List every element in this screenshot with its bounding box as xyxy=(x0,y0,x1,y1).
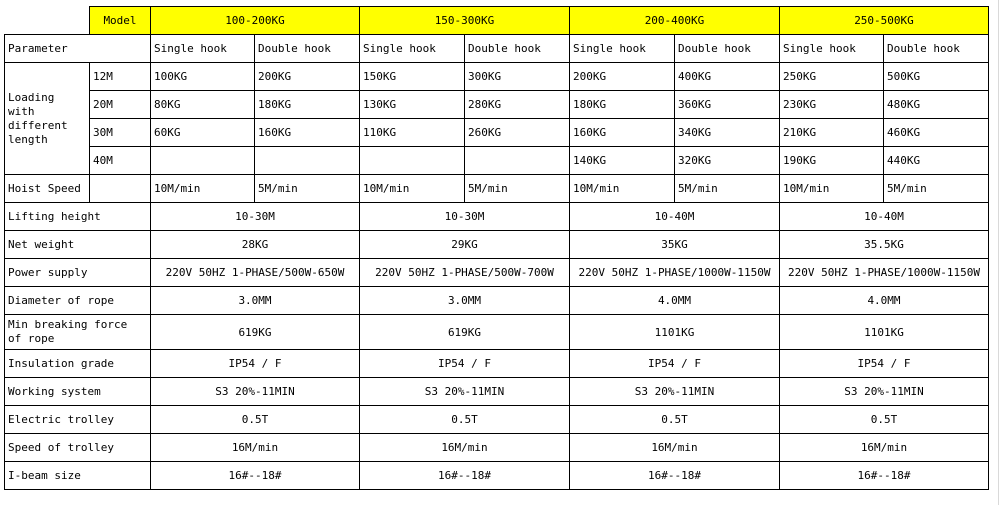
loading-row-40m xyxy=(5,147,989,175)
spec-value: 0.5T xyxy=(570,406,780,434)
hook-type-cell: Double hook xyxy=(465,35,570,63)
hoist-speed-row xyxy=(5,175,989,203)
spec-value: 16#--18# xyxy=(151,462,360,490)
spec-label: Electric trolley xyxy=(5,406,151,434)
spec-value: 10-30M xyxy=(151,203,360,231)
empty-corner-cell xyxy=(5,7,90,35)
load-cell xyxy=(360,147,465,175)
length-cell: 40M xyxy=(90,147,151,175)
spec-value: 619KG xyxy=(360,315,570,350)
load-cell: 300KG xyxy=(465,63,570,91)
spec-row-insulation-grade xyxy=(5,350,989,378)
spec-row-electric-trolley xyxy=(5,406,989,434)
spec-row-i-beam-size xyxy=(5,462,989,490)
specification-table xyxy=(4,6,989,490)
spec-value: 4.0MM xyxy=(570,287,780,315)
spec-label: Lifting height xyxy=(5,203,151,231)
spec-value: 0.5T xyxy=(151,406,360,434)
spec-label: Net weight xyxy=(5,231,151,259)
spec-value: 10-40M xyxy=(570,203,780,231)
hook-type-cell: Double hook xyxy=(884,35,989,63)
spec-value: IP54 / F xyxy=(570,350,780,378)
speed-cell: 10M/min xyxy=(780,175,884,203)
loading-row-30m xyxy=(5,119,989,147)
speed-cell: 5M/min xyxy=(255,175,360,203)
load-cell: 460KG xyxy=(884,119,989,147)
load-cell: 340KG xyxy=(675,119,780,147)
spec-value: 28KG xyxy=(151,231,360,259)
load-cell: 250KG xyxy=(780,63,884,91)
length-cell: 20M xyxy=(90,91,151,119)
spec-row-min-breaking-force xyxy=(5,315,989,350)
speed-cell: 5M/min xyxy=(465,175,570,203)
loading-label: Loading with different length xyxy=(5,63,90,175)
load-cell: 160KG xyxy=(255,119,360,147)
speed-cell: 10M/min xyxy=(360,175,465,203)
spec-value: S3 20%-11MIN xyxy=(570,378,780,406)
model-group-1: 100-200KG xyxy=(151,7,360,35)
sheet-gridline xyxy=(998,0,999,505)
spec-value: 220V 50HZ 1-PHASE/1000W-1150W xyxy=(570,259,780,287)
spec-label: Speed of trolley xyxy=(5,434,151,462)
hook-type-cell: Single hook xyxy=(780,35,884,63)
load-cell: 180KG xyxy=(570,91,675,119)
load-cell xyxy=(465,147,570,175)
spec-value: IP54 / F xyxy=(151,350,360,378)
load-cell: 140KG xyxy=(570,147,675,175)
load-cell: 200KG xyxy=(255,63,360,91)
hook-type-cell: Double hook xyxy=(675,35,780,63)
model-group-2: 150-300KG xyxy=(360,7,570,35)
spec-value: 10-30M xyxy=(360,203,570,231)
load-cell: 110KG xyxy=(360,119,465,147)
load-cell: 500KG xyxy=(884,63,989,91)
model-header-row xyxy=(5,7,989,35)
spec-value: S3 20%-11MIN xyxy=(780,378,989,406)
load-cell: 60KG xyxy=(151,119,255,147)
model-group-3: 200-400KG xyxy=(570,7,780,35)
spec-value: 35KG xyxy=(570,231,780,259)
spec-value: 619KG xyxy=(151,315,360,350)
spec-value: IP54 / F xyxy=(360,350,570,378)
spec-value: 10-40M xyxy=(780,203,989,231)
spec-row-speed-of-trolley xyxy=(5,434,989,462)
speed-cell: 5M/min xyxy=(675,175,780,203)
spec-value: 220V 50HZ 1-PHASE/500W-700W xyxy=(360,259,570,287)
load-cell: 80KG xyxy=(151,91,255,119)
loading-row-12m xyxy=(5,63,989,91)
model-group-4: 250-500KG xyxy=(780,7,989,35)
load-cell: 230KG xyxy=(780,91,884,119)
loading-row-20m xyxy=(5,91,989,119)
spec-value: 1101KG xyxy=(570,315,780,350)
hook-type-cell: Single hook xyxy=(570,35,675,63)
load-cell: 360KG xyxy=(675,91,780,119)
speed-cell: 10M/min xyxy=(151,175,255,203)
spec-value: 16M/min xyxy=(151,434,360,462)
hook-type-cell: Single hook xyxy=(151,35,255,63)
spec-label: I-beam size xyxy=(5,462,151,490)
load-cell: 150KG xyxy=(360,63,465,91)
spec-value: 220V 50HZ 1-PHASE/500W-650W xyxy=(151,259,360,287)
spec-row-power-supply xyxy=(5,259,989,287)
load-cell: 480KG xyxy=(884,91,989,119)
speed-cell: 10M/min xyxy=(570,175,675,203)
spec-value: 16M/min xyxy=(360,434,570,462)
spec-row-lifting-height xyxy=(5,203,989,231)
spec-label: Min breaking force of rope xyxy=(5,315,151,350)
load-cell: 190KG xyxy=(780,147,884,175)
speed-cell: 5M/min xyxy=(884,175,989,203)
load-cell: 280KG xyxy=(465,91,570,119)
load-cell xyxy=(151,147,255,175)
parameter-label: Parameter xyxy=(5,35,151,63)
model-label: Model xyxy=(90,7,151,35)
load-cell: 260KG xyxy=(465,119,570,147)
spec-value: 29KG xyxy=(360,231,570,259)
load-cell: 200KG xyxy=(570,63,675,91)
load-cell: 320KG xyxy=(675,147,780,175)
load-cell: 210KG xyxy=(780,119,884,147)
spec-row-diameter-of-rope xyxy=(5,287,989,315)
load-cell xyxy=(255,147,360,175)
spec-label: Working system xyxy=(5,378,151,406)
spec-value: 35.5KG xyxy=(780,231,989,259)
spec-value: S3 20%-11MIN xyxy=(360,378,570,406)
hoist-speed-label: Hoist Speed xyxy=(5,175,90,203)
load-cell: 180KG xyxy=(255,91,360,119)
spec-value: 16#--18# xyxy=(360,462,570,490)
spec-value: 3.0MM xyxy=(360,287,570,315)
spec-value: 16#--18# xyxy=(570,462,780,490)
empty-cell xyxy=(90,175,151,203)
spec-label: Power supply xyxy=(5,259,151,287)
spec-value: 4.0MM xyxy=(780,287,989,315)
spec-value: 16#--18# xyxy=(780,462,989,490)
spec-value: 0.5T xyxy=(780,406,989,434)
load-cell: 130KG xyxy=(360,91,465,119)
spec-value: 0.5T xyxy=(360,406,570,434)
spec-value: 3.0MM xyxy=(151,287,360,315)
spec-value: 16M/min xyxy=(570,434,780,462)
load-cell: 440KG xyxy=(884,147,989,175)
spec-value: 1101KG xyxy=(780,315,989,350)
load-cell: 100KG xyxy=(151,63,255,91)
spec-label: Diameter of rope xyxy=(5,287,151,315)
length-cell: 12M xyxy=(90,63,151,91)
length-cell: 30M xyxy=(90,119,151,147)
load-cell: 400KG xyxy=(675,63,780,91)
spec-value: IP54 / F xyxy=(780,350,989,378)
hook-type-cell: Double hook xyxy=(255,35,360,63)
parameter-row xyxy=(5,35,989,63)
spec-value: S3 20%-11MIN xyxy=(151,378,360,406)
spec-row-net-weight xyxy=(5,231,989,259)
spec-label: Insulation grade xyxy=(5,350,151,378)
spec-value: 220V 50HZ 1-PHASE/1000W-1150W xyxy=(780,259,989,287)
hook-type-cell: Single hook xyxy=(360,35,465,63)
spec-row-working-system xyxy=(5,378,989,406)
load-cell: 160KG xyxy=(570,119,675,147)
spec-value: 16M/min xyxy=(780,434,989,462)
